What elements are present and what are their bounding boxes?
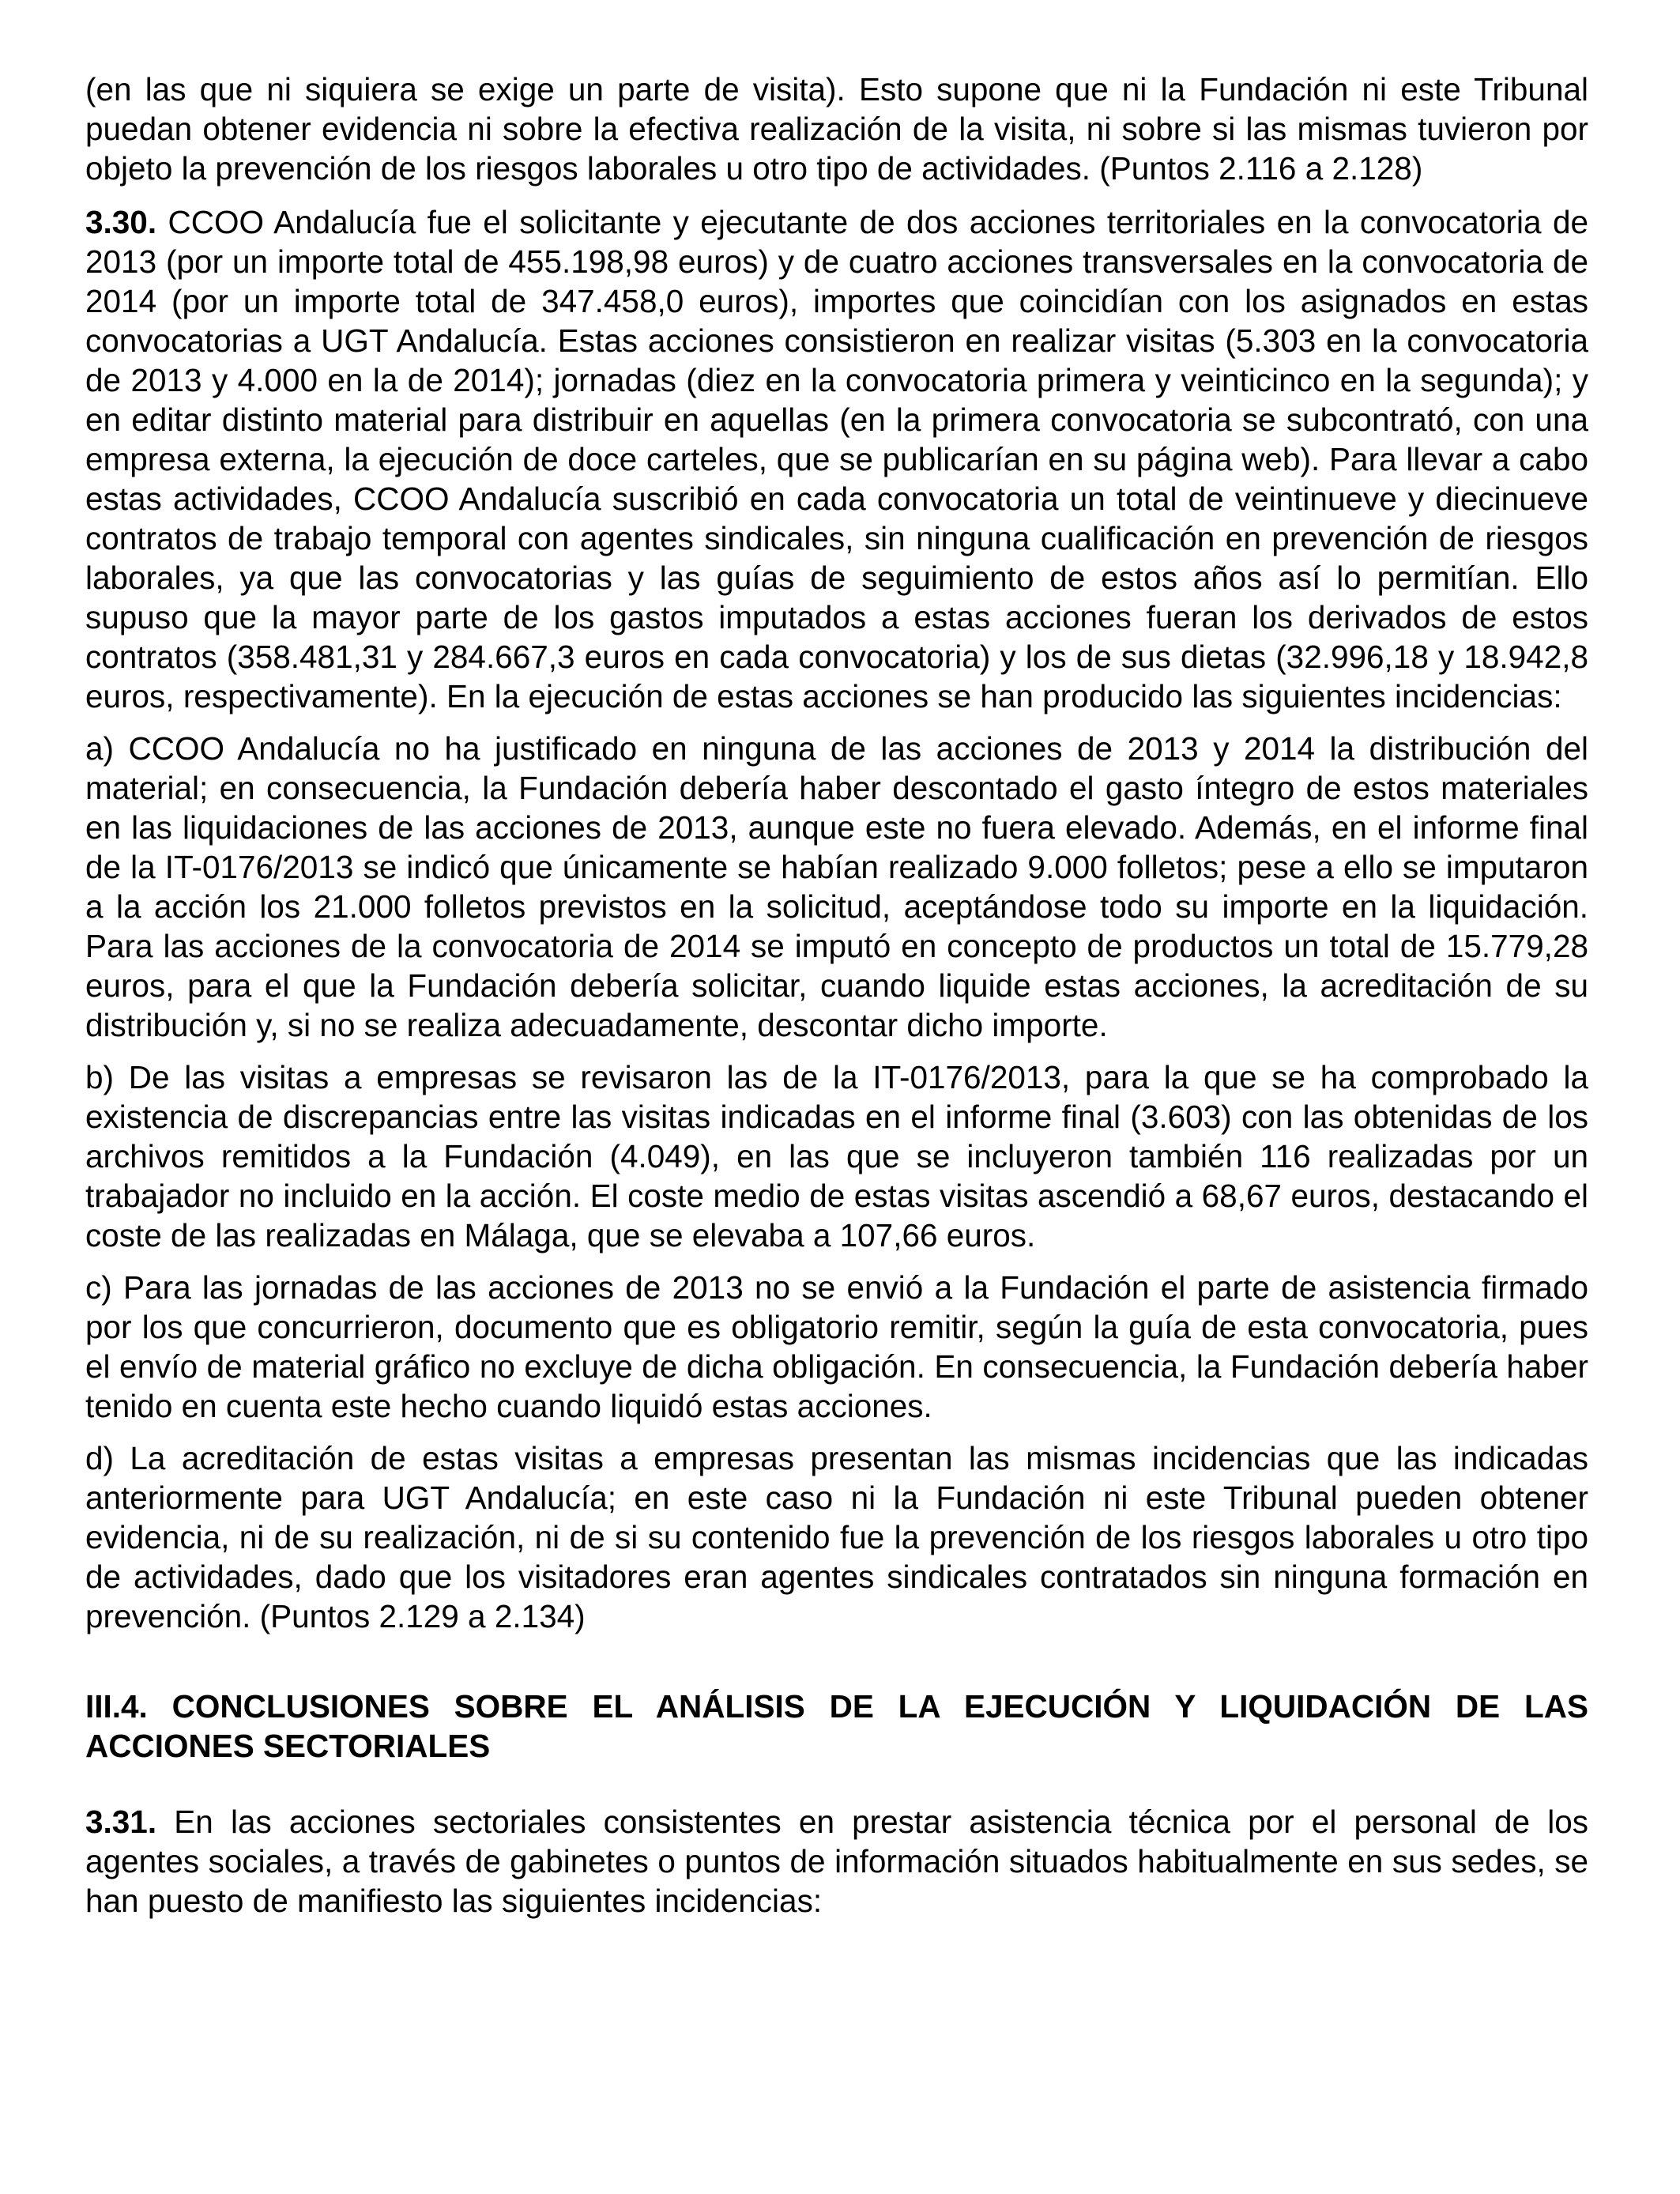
continuation-paragraph: (en las que ni siquiera se exige un parte de visita). Esto supone que ni la Fundación ni este Tribunal puedan obtener evidencia ni sobre la efectiva realización de la visita, ni sobre si las mismas tuvieron por objeto la prevención de los riesgos laborales u otro tipo de actividades. (Puntos 2.116 a 2.128): [85, 71, 1588, 187]
paragraph-text: En las acciones sectoriales consistentes en prestar asistencia técnica por el personal de los agentes sociales, a través de gabinetes o puntos de información situados habitualmente en sus sedes, se han puesto de manifiesto las siguientes incidencias:: [85, 1804, 1588, 1919]
list-item-c: c) Para las jornadas de las acciones de 2013 no se envió a la Fundación el parte de asistencia firmado por los que concurrieron, documento que es obligatorio remitir, según la guía de esta convocatoria, pues el envío de material gráfico no excluye de dicha obligación. En consecuencia, la Fundación debería haber tenido en cuenta este hecho cuando liquidó estas acciones.: [85, 1269, 1588, 1424]
paragraph-number: 3.30.: [85, 204, 157, 240]
paragraph-3-31: [85, 1802, 1588, 1921]
paragraph-3-30: [85, 202, 1588, 716]
list-item-a: a) CCOO Andalucía no ha justificado en ninguna de las acciones de 2013 y 2014 la distribución del material; en consecuencia, la Fundación debería haber descontado el gasto íntegro de estos materiales en las liquidaciones de las acciones de 2013, aunque este no fuera elevado. Además, en el informe final de la IT-0176/2013 se indicó que únicamente se habían realizado 9.000 folletos; pese a ello se imputaron a la acción los 21.000 folletos previstos en la solicitud, aceptándose todo su importe en la liquidación. Para las acciones de la convocatoria de 2014 se imputó en concepto de productos un total de 15.779,28 euros, para el que la Fundación debería solicitar, cuando liquide estas acciones, la acreditación de su distribución y, si no se realiza adecuadamente, descontar dicho importe.: [85, 730, 1588, 1043]
document-page: [85, 70, 1588, 1921]
paragraph-number: 3.31.: [85, 1804, 157, 1840]
list-item-d: d) La acreditación de estas visitas a empresas presentan las mismas incidencias que las indicadas anteriormente para UGT Andalucía; en este caso ni la Fundación ni este Tribunal pueden obtener evidencia, ni de su realización, ni de si su contenido fue la prevención de los riesgos laborales u otro tipo de actividades, dado que los visitadores eran agentes sindicales contratados sin ninguna formación en prevención. (Puntos 2.129 a 2.134): [85, 1440, 1588, 1634]
section-heading-iii-4: III.4. CONCLUSIONES SOBRE EL ANÁLISIS DE LA EJECUCIÓN Y LIQUIDACIÓN DE LAS ACCIONES SECTORIALES: [85, 1688, 1588, 1764]
list-item-b: b) De las visitas a empresas se revisaron las de la IT-0176/2013, para la que se ha comprobado la existencia de discrepancias entre las visitas indicadas en el informe final (3.603) con las obtenidas de los archivos remitidos a la Fundación (4.049), en las que se incluyeron también 116 realizadas por un trabajador no incluido en la acción. El coste medio de estas visitas ascendió a 68,67 euros, destacando el coste de las realizadas en Málaga, que se elevaba a 107,66 euros.: [85, 1059, 1588, 1253]
paragraph-text: CCOO Andalucía fue el solicitante y ejecutante de dos acciones territoriales en la convocatoria de 2013 (por un importe total de 455.198,98 euros) y de cuatro acciones transversales en la convocatoria de 2014 (por un importe total de 347.458,0 euros), importes que coincidían con los asignados en estas convocatorias a UGT Andalucía. Estas acciones consistieron en realizar visitas (5.303 en la convocatoria de 2013 y 4.000 en la de 2014); jornadas (diez en la convocatoria primera y veinticinco en la segunda); y en editar distinto material para distribuir en aquellas (en la primera convocatoria se subcontrató, con una empresa externa, la ejecución de doce carteles, que se publicarían en su página web). Para llevar a cabo estas actividades, CCOO Andalucía suscribió en cada convocatoria un total de veintinueve y diecinueve contratos de trabajo temporal con agentes sindicales, sin ninguna cualificación en prevención de riesgos laborales, ya que las convocatorias y las guías de seguimiento de estos años así lo permitían. Ello supuso que la mayor parte de los gastos imputados a estas acciones fueran los derivados de estos contratos (358.481,31 y 284.667,3 euros en cada convocatoria) y los de sus dietas (32.996,18 y 18.942,8 euros, respectivamente). En la ejecución de estas acciones se han producido las siguientes incidencias:: [85, 204, 1588, 714]
